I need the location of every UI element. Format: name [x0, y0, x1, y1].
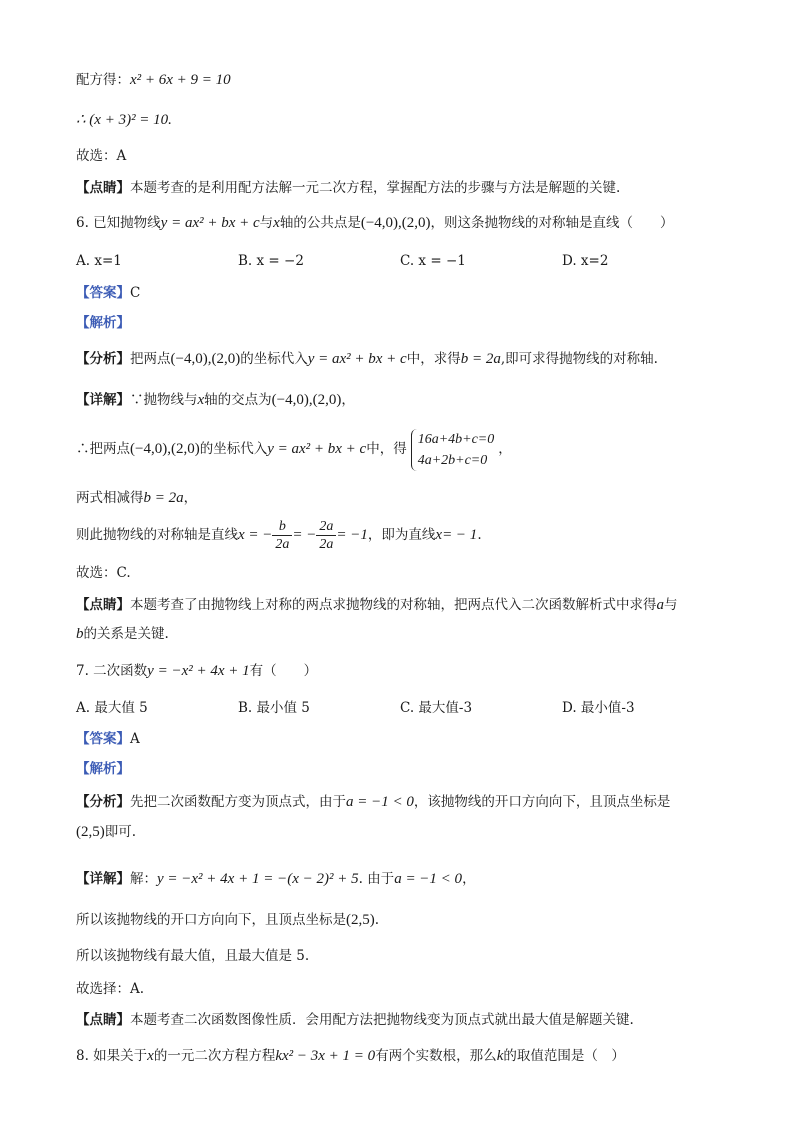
q7-stem: 7. 二次函数y = −x² + 4x + 1有（ ） [76, 663, 318, 679]
answer-value: C [130, 285, 141, 301]
q6-xiangjie: 【详解】∵抛物线与x轴的交点为(−4,0),(2,0)， [76, 392, 355, 408]
equation-system: 16a+4b+c=0 4a+2b+c=0 [411, 429, 499, 471]
q6-stem: 6. 已知抛物线y = ax² + bx + c与x轴的公共点是(−4,0),(2,0)，则这条抛物线的对称轴是直线（ ） [76, 215, 674, 231]
q7-option-a: A. 最大值 5 [76, 700, 148, 716]
comment-tag: 【点睛】 [76, 180, 130, 196]
solution-line-completing-square [76, 70, 754, 90]
q7-choice: 故选择：A. [76, 981, 145, 997]
q6-option-a: A. x=1 [76, 253, 122, 269]
equation: x² + 6x + 9 = 10 [130, 72, 231, 88]
q7-comment: 【点睛】本题考查二次函数图像性质．会用配方法把抛物线变为顶点式就出最大值是解题关键. [76, 1012, 634, 1028]
q7-max: 所以该抛物线有最大值，且最大值是 5. [76, 948, 310, 964]
q5-comment: 【点睛】本题考查的是利用配方法解一元二次方程，掌握配方法的步骤与方法是解题的关键. [76, 180, 621, 196]
q7-option-c: C. 最大值-3 [400, 700, 473, 716]
q6-subtract: 两式相减得b = 2a， [76, 490, 198, 506]
q6-substitution: ∴把两点(−4,0),(2,0)的坐标代入y = ax² + bx + c中，得 16a+4b+c=0 4a+2b+c=0 ， [76, 425, 754, 473]
q6-comment: 【点睛】本题考查了由抛物线上对称的两点求抛物线的对称轴，把两点代入二次函数解析式中求得a与 [76, 597, 678, 613]
q6-choice: 故选：C. [76, 565, 131, 581]
q6-option-c: C. x = −1 [400, 253, 466, 269]
label-text: 配方得： [76, 72, 130, 88]
q6-answer [76, 283, 754, 303]
q6-option-b: B. x = −2 [238, 253, 304, 269]
equation: ∴ (x + 3)² = 10. [76, 112, 172, 128]
q6-analysis-heading: 【解析】 [76, 315, 130, 331]
q7-analysis-heading: 【解析】 [76, 761, 130, 777]
q7-option-d: D. 最小值-3 [562, 700, 635, 716]
fraction: $\frac{b}{2a}$ [272, 518, 292, 553]
q6-fenxi: 【分析】把两点(−4,0),(2,0)的坐标代入y = ax² + bx + c中，求得b = 2a,即可求得抛物线的对称轴. [76, 351, 658, 367]
fraction: $\frac{2a}{2a}$ [316, 518, 336, 553]
solution-choice: 故选：A [76, 148, 127, 164]
q6-option-d: D. x=2 [562, 253, 609, 269]
answer-tag: 【答案】 [76, 285, 130, 301]
q7-fenxi-cont: (2,5)即可. [76, 824, 137, 840]
q7-vertex: 所以该抛物线的开口方向向下，且顶点坐标是(2,5). [76, 912, 380, 928]
q7-answer: 【答案】A [76, 731, 140, 747]
q7-xiangjie: 【详解】解：y = −x² + 4x + 1 = −(x − 2)² + 5. 由于a = −1 < 0， [76, 871, 476, 887]
q6-comment-cont: b的关系是关键. [76, 626, 169, 642]
q6-axis-formula: 则此抛物线的对称轴是直线x = − $\frac{b}{2a}$ = − $\frac{2a}{2a}$ = −1，即为直线x= − 1. [76, 519, 482, 552]
q7-fenxi: 【分析】先把二次函数配方变为顶点式，由于a = −1 < 0，该抛物线的开口方向向下，且顶点坐标是 [76, 794, 671, 810]
q8-stem: 8. 如果关于x的一元二次方程方程kx² − 3x + 1 = 0有两个实数根，那么k的取值范围是（ ） [76, 1048, 625, 1064]
solution-line-squared-form [76, 110, 754, 130]
q7-option-b: B. 最小值 5 [238, 700, 310, 716]
